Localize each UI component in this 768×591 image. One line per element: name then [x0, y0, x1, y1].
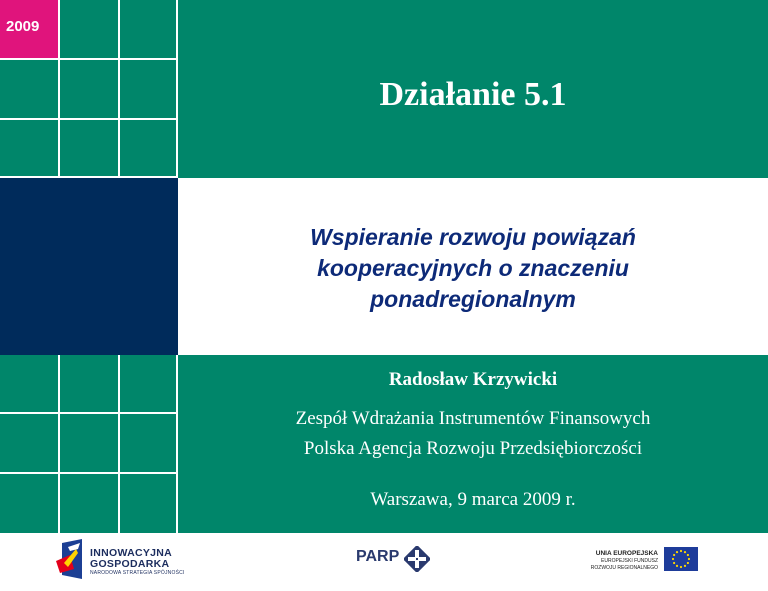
logo-text: UNIA EUROPEJSKA	[595, 550, 658, 557]
author-name: Radosław Krzywicki	[388, 369, 558, 390]
innowacyjna-gospodarka-logo-icon	[56, 539, 86, 581]
subtitle-line: Wspieranie rozwoju powiązań	[310, 224, 636, 250]
eu-logo	[580, 549, 658, 572]
logo-text: EUROPEJSKI FUNDUSZ	[601, 558, 658, 564]
eu-flag-icon	[664, 547, 698, 571]
affiliation-line: Zespół Wdrażania Instrumentów Finansowych	[295, 408, 651, 429]
parp-logo: PARP	[356, 548, 400, 565]
grid-line	[0, 412, 178, 414]
logo-text: NARODOWA STRATEGIA SPÓJNOŚCI	[90, 570, 185, 576]
logo-text: ROZWOJU REGIONALNEGO	[590, 565, 658, 571]
affiliation-line: Polska Agencja Rozwoju Przedsiębiorczości	[303, 438, 643, 459]
logo-text: GOSPODARKA	[90, 558, 170, 570]
affiliation	[178, 404, 768, 464]
grid-line	[0, 118, 178, 120]
page-title: Działanie 5.1	[379, 76, 567, 113]
innowacyjna-gospodarka-logo	[90, 548, 185, 577]
subtitle-line: ponadregionalnym	[370, 286, 576, 312]
presentation-date: Warszawa, 9 marca 2009 r.	[370, 489, 576, 510]
grid-line	[0, 58, 178, 60]
year-badge-label: 2009	[6, 18, 40, 35]
subtitle	[178, 222, 768, 315]
grid-line	[0, 472, 178, 474]
logo-text: INNOWACYJNA	[90, 547, 173, 559]
parp-logo-icon	[404, 546, 430, 572]
subtitle-line: kooperacyjnych o znaczeniu	[317, 255, 629, 281]
accent-block	[0, 178, 178, 355]
